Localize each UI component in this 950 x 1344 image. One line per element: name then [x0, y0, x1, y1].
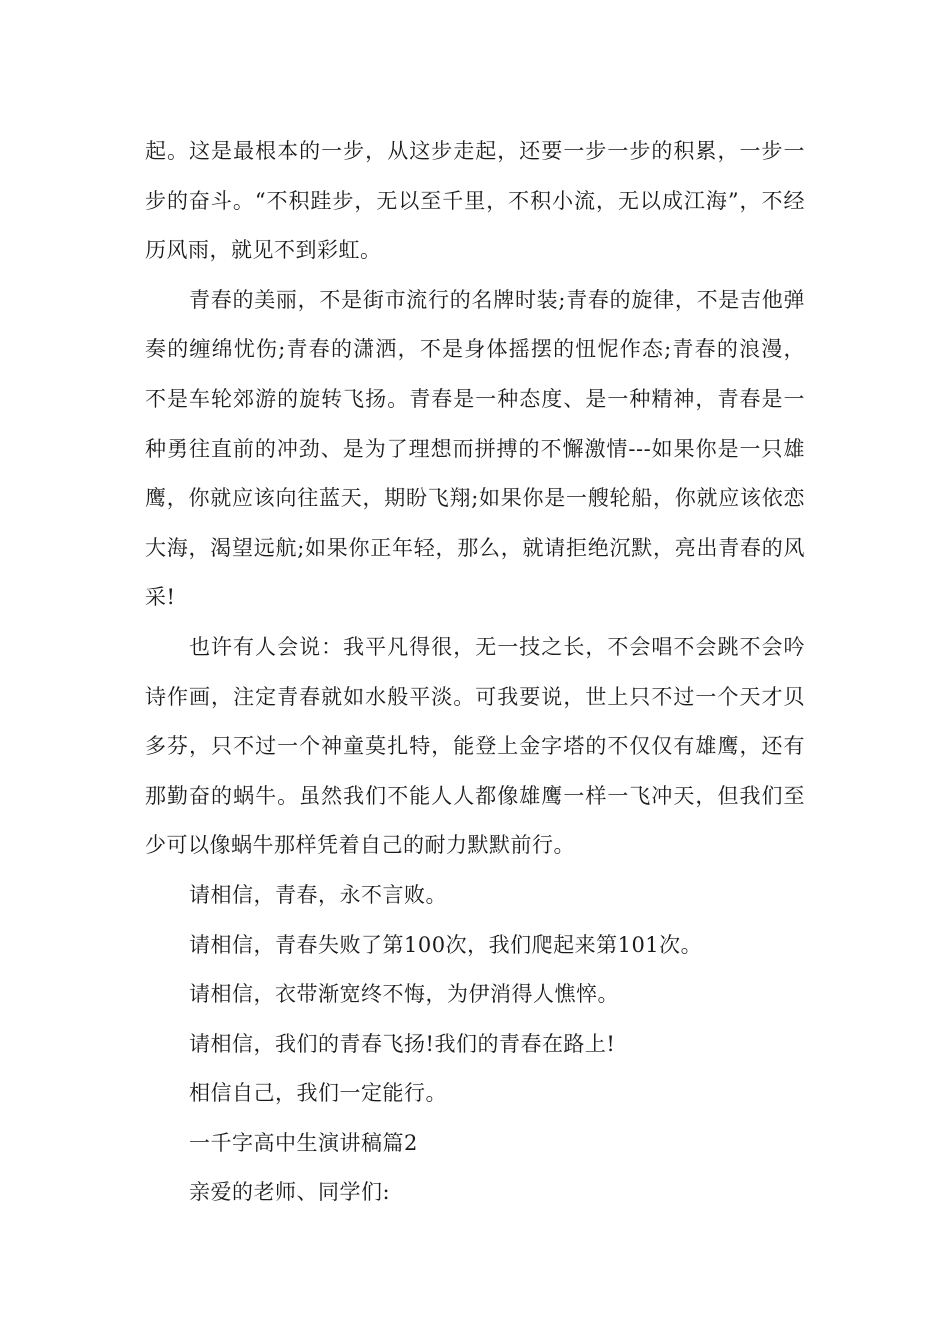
salutation: 亲爱的老师、同学们:	[189, 1180, 391, 1205]
section-heading: 一千字高中生演讲稿篇2	[189, 1130, 418, 1155]
paragraph-no-regret: 请相信，衣带渐宽终不悔，为伊消得人憔悴。	[189, 982, 619, 1007]
paragraph-believe-yourself: 相信自己，我们一定能行。	[189, 1081, 447, 1106]
paragraph-hundred-times: 请相信，青春失败了第100次，我们爬起来第101次。	[189, 932, 703, 957]
paragraph-continuation: 起。这是最根本的一步，从这步走起，还要一步一步的积累，一步一步的奋斗。“不积跬步，无以至千里，不积小流，无以成江海”，不经历风雨，就见不到彩虹。	[145, 139, 805, 263]
paragraph-youth-beauty: 青春的美丽，不是街市流行的名牌时装;青春的旋律，不是吉他弹奏的缠绵忧伤;青春的潇洒，不是身体摇摆的忸怩作态;青春的浪漫，不是车轮郊游的旋转飞扬。青春是一种态度、是一种精神，青春是一种勇往直前的冲劲、是为了理想而拼搏的不懈激情---如果你是一只雄鹰，你就应该向往蓝天，期盼飞翔;如果你是一艘轮船，你就应该依恋大海，渴望远航;如果你正年轻，那么，就请拒绝沉默，亮出青春的风采!	[145, 287, 805, 610]
paragraph-youth-on-road: 请相信，我们的青春飞扬!我们的青春在路上!	[189, 1031, 616, 1056]
paragraph-never-give-up: 请相信，青春，永不言败。	[189, 882, 447, 907]
document-body	[145, 127, 805, 1218]
paragraph-ordinary-people: 也许有人会说：我平凡得很，无一技之长，不会唱不会跳不会吟诗作画，注定青春就如水般平淡。可我要说，世上只不过一个天才贝多芬，只不过一个神童莫扎特，能登上金字塔的不仅仅有雄鹰，还有那勤奋的蜗牛。虽然我们不能人人都像雄鹰一样一飞冲天，但我们至少可以像蜗牛那样凭着自己的耐力默默前行。	[145, 634, 805, 858]
